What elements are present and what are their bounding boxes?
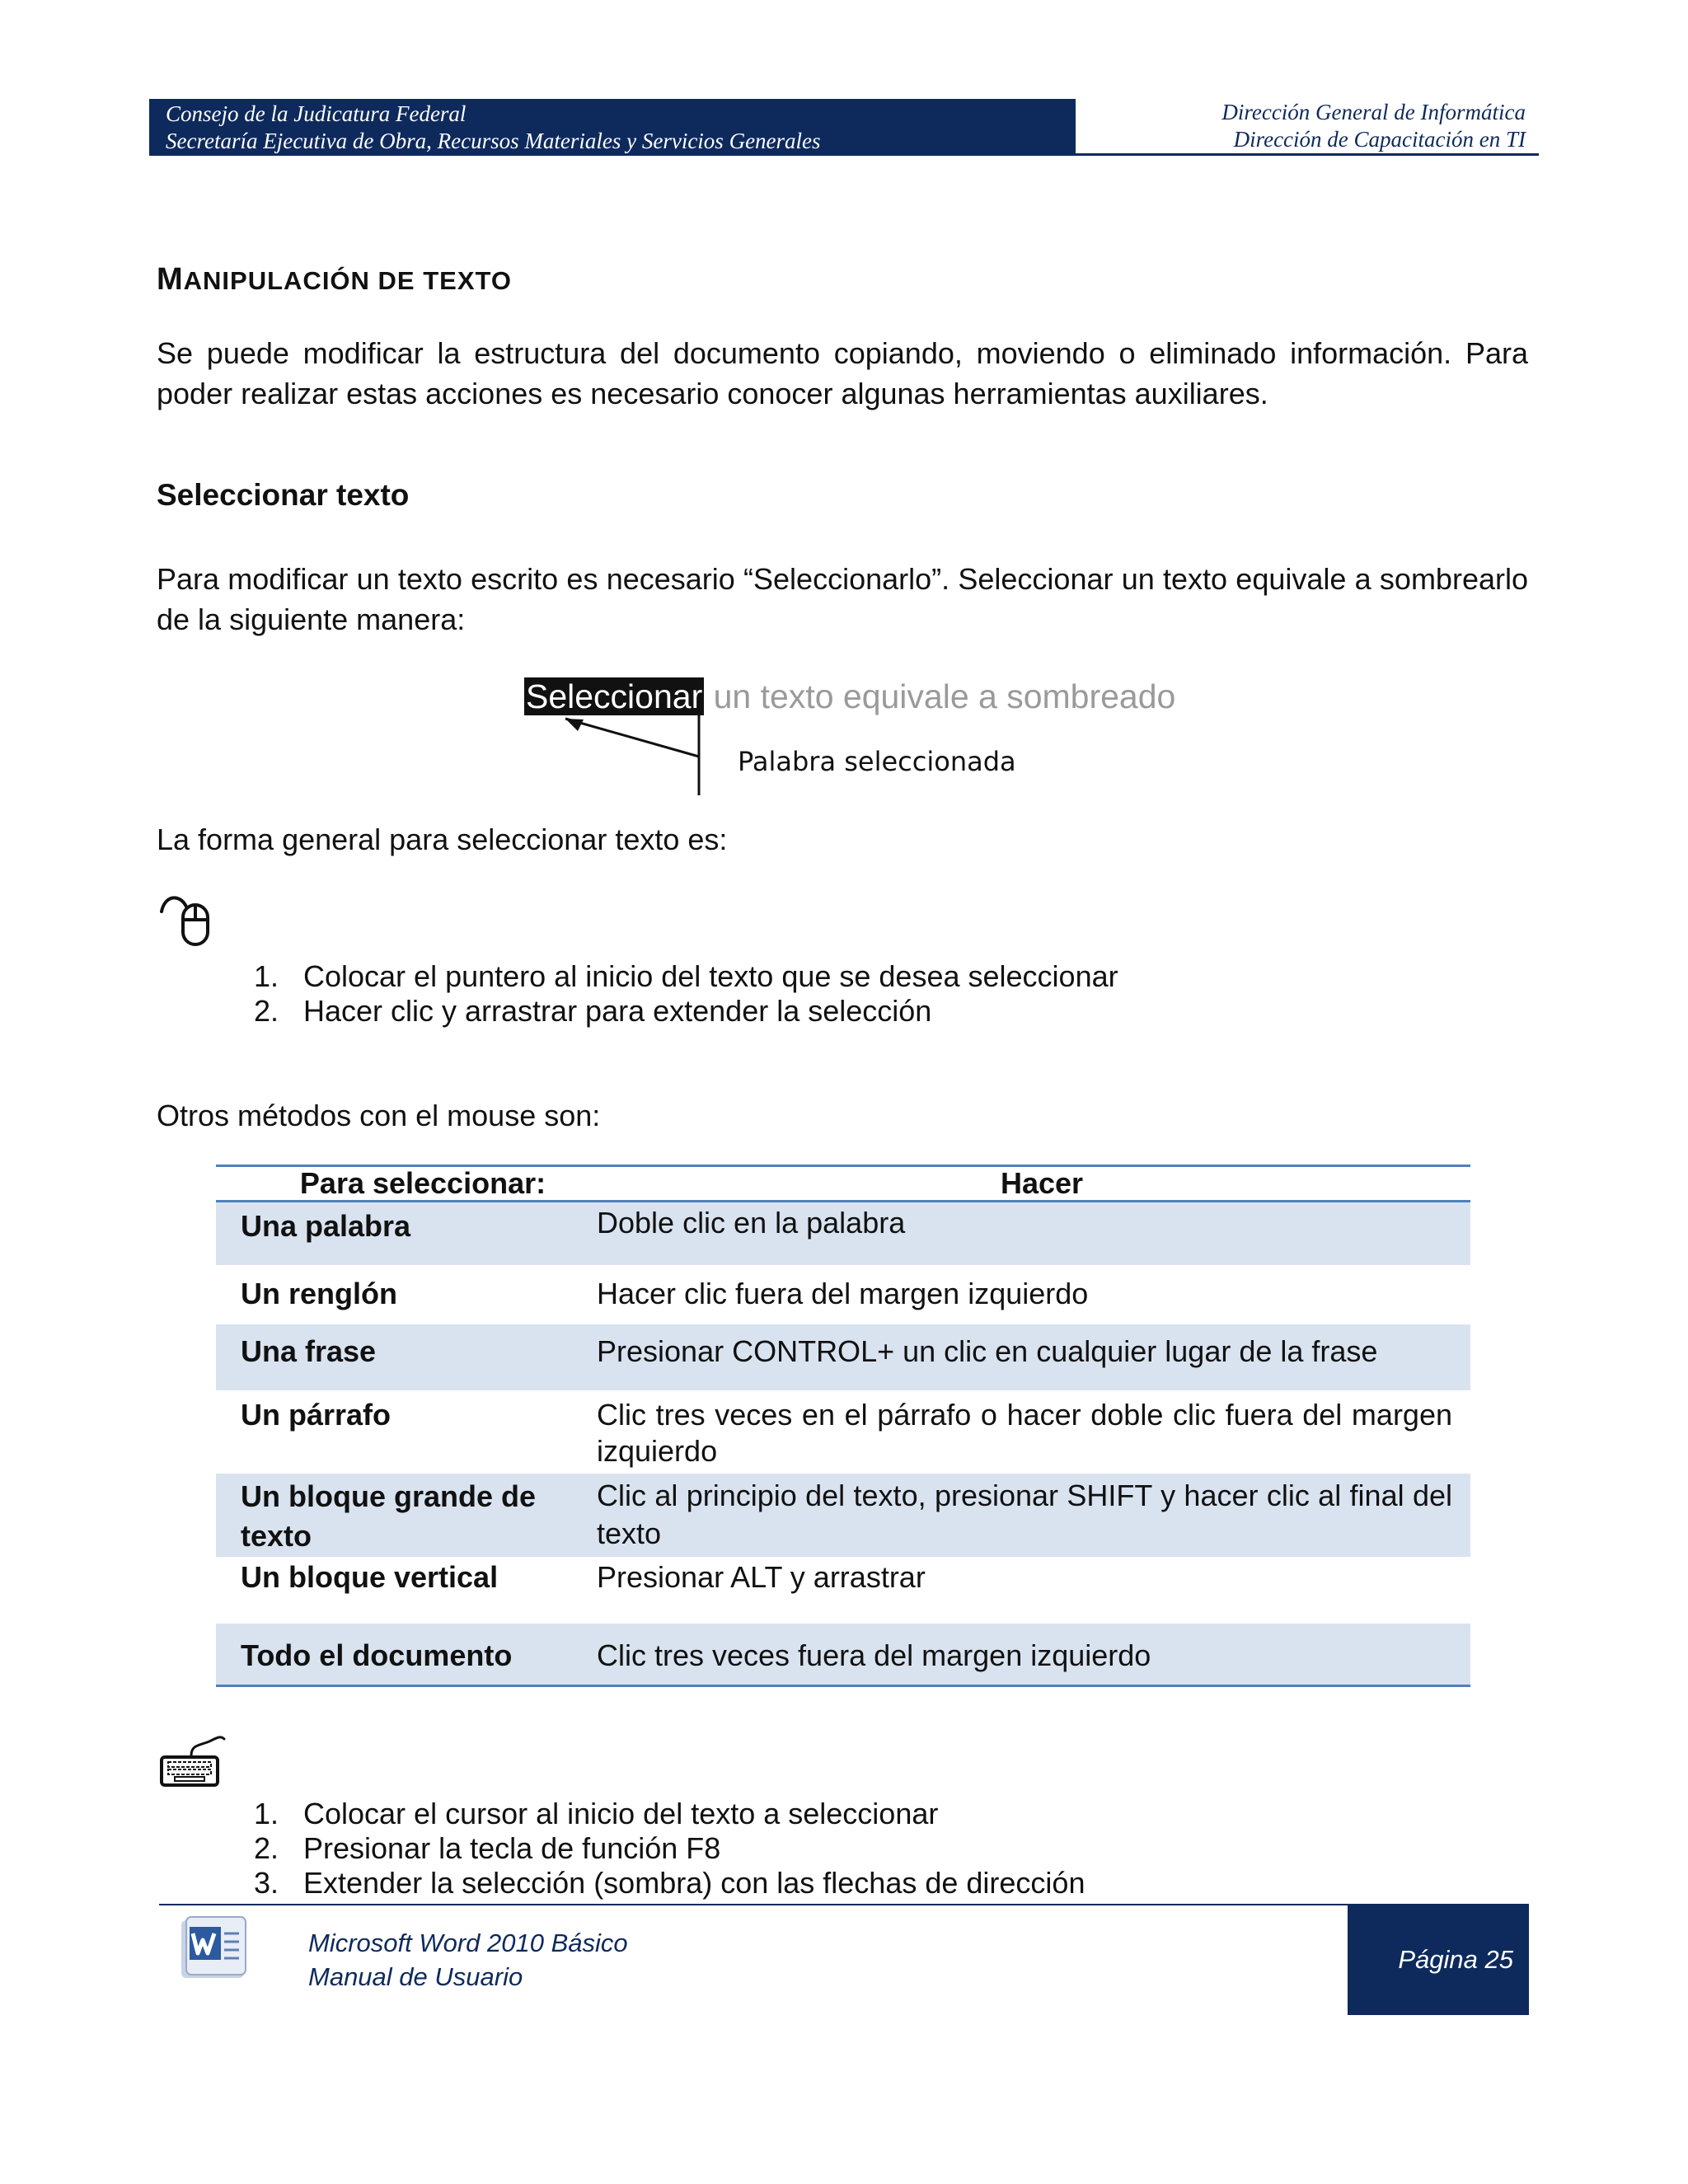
table-row xyxy=(216,1390,1470,1474)
list-text: Presionar la tecla de función F8 xyxy=(303,1831,721,1865)
table-header-col1: Para seleccionar: xyxy=(299,1166,546,1200)
table-row xyxy=(216,1202,1470,1265)
title-rest: ANIPULACIÓN DE TEXTO xyxy=(183,266,512,295)
selected-word: Seleccionar xyxy=(526,677,703,715)
title-initial: M xyxy=(157,262,184,297)
list-text: Colocar el cursor al inicio del texto a seleccionar xyxy=(303,1797,939,1830)
header-secretariat: Secretaría Ejecutiva de Obra, Recursos Materiales y Servicios Generales xyxy=(166,129,821,153)
intro-paragraph: Se puede modificar la estructura del documento copiando, moviendo o eliminado información. Para poder realizar estas acciones es necesario conocer algunas herramientas auxiliares. xyxy=(157,336,1528,410)
table-cell-how: Hacer clic fuera del margen izquierdo xyxy=(597,1277,1089,1310)
list-number: 1. xyxy=(254,1797,279,1830)
table-row xyxy=(216,1265,1470,1324)
header-subdirection: Dirección de Capacitación en TI xyxy=(1233,127,1526,152)
mouse-steps-list xyxy=(254,959,1118,1029)
other-methods-text: Otros métodos con el mouse son: xyxy=(157,1099,601,1132)
table-cell-what: Todo el documento xyxy=(241,1638,513,1672)
table-cell-how: Presionar ALT y arrastrar xyxy=(597,1560,926,1594)
selection-methods-table xyxy=(216,1165,1470,1687)
footer-manual: Manual de Usuario xyxy=(308,1962,523,1991)
header-left-band xyxy=(149,99,1076,153)
table-cell-what: Un párrafo xyxy=(241,1398,392,1432)
table-cell-how: Presionar CONTROL+ un clic en cualquier lugar de la frase xyxy=(597,1334,1378,1368)
page-number: Página 25 xyxy=(1348,1904,1529,2015)
table-row xyxy=(216,1557,1470,1624)
list-text: Colocar el puntero al inicio del texto que se desea seleccionar xyxy=(303,959,1118,993)
header-org: Consejo de la Judicatura Federal xyxy=(166,101,467,126)
table-header-col2: Hacer xyxy=(1000,1166,1084,1200)
table-cell-what: Una frase xyxy=(241,1334,377,1368)
table-cell-how: Clic tres veces fuera del margen izquierdo xyxy=(597,1638,1151,1672)
header-direction: Dirección General de Informática xyxy=(1221,100,1526,124)
table-cell-what: Un bloque grande de texto xyxy=(241,1479,537,1553)
table-cell-what: Un renglón xyxy=(241,1277,397,1310)
header-right xyxy=(1097,99,1526,153)
mouse-icon xyxy=(158,888,227,954)
list-number: 2. xyxy=(254,994,279,1028)
list-text: Hacer clic y arrastrar para extender la selección xyxy=(303,994,932,1028)
select-heading: Seleccionar texto xyxy=(157,478,410,512)
table-header xyxy=(216,1167,1470,1200)
callout-label: Palabra seleccionada xyxy=(738,746,1016,777)
table-cell-how: Clic tres veces en el párrafo o hacer doble clic fuera del margen izquierdo xyxy=(597,1398,1452,1468)
callout-arrow xyxy=(544,709,725,799)
select-paragraph: Para modificar un texto escrito es necesario “Seleccionarlo”. Seleccionar un texto equivale a sombrearlo de la siguiente manera: xyxy=(157,562,1528,636)
list-item xyxy=(254,994,1118,1029)
header-rule xyxy=(149,153,1539,156)
table-row xyxy=(216,1324,1470,1390)
keyboard-icon xyxy=(158,1731,227,1797)
table-cell-what: Una palabra xyxy=(241,1209,411,1243)
footer-rule xyxy=(159,1904,1348,1905)
list-item xyxy=(254,959,1118,994)
footer-text xyxy=(308,1926,628,1994)
table-cell-how: Doble clic en la palabra xyxy=(597,1206,906,1240)
table-cell-what: Un bloque vertical xyxy=(241,1560,499,1594)
word-logo-icon xyxy=(175,1912,251,1983)
list-item xyxy=(254,1831,1085,1866)
table-row xyxy=(216,1474,1470,1557)
footer-product: Microsoft Word 2010 Básico xyxy=(308,1929,628,1957)
table-bottom-rule xyxy=(216,1685,1470,1687)
unselected-text: un texto equivale a sombreado xyxy=(704,677,1176,715)
general-form-text: La forma general para seleccionar texto es: xyxy=(157,823,728,856)
list-number: 2. xyxy=(254,1831,279,1865)
page-title xyxy=(157,262,512,298)
table-cell-how: Clic al principio del texto, presionar SHIFT y hacer clic al final del texto xyxy=(597,1479,1452,1550)
list-text: Extender la selección (sombra) con las flechas de dirección xyxy=(303,1866,1085,1900)
table-row xyxy=(216,1624,1470,1685)
list-number: 3. xyxy=(254,1866,279,1900)
list-item xyxy=(254,1797,1085,1831)
list-number: 1. xyxy=(254,959,279,993)
keyboard-steps-list xyxy=(254,1797,1085,1900)
list-item xyxy=(254,1866,1085,1900)
